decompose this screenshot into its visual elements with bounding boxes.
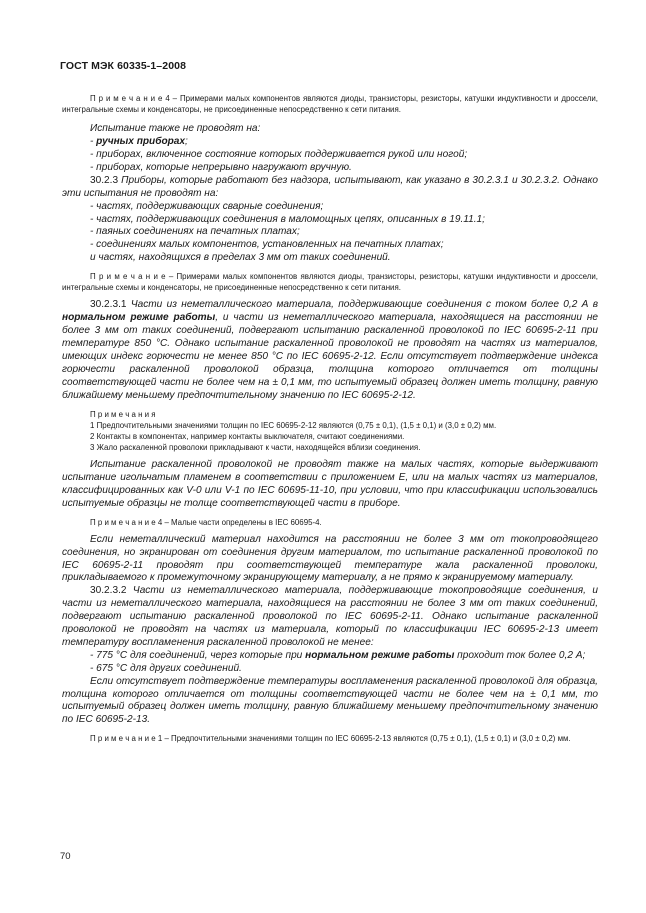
list-item-hand-appliances: - ручных приборах; xyxy=(90,136,188,148)
paragraph-needle-flame: Испытание раскаленной проволокой не проводят также на малых частях, которые выдерживают испытание игольчатым пламенем в соответствии с приложением Е, или на малых частях из материалов, классифицированных как V-0 или V-1 по IEC 60695-11-10, при условии, что при классификации использовались испытуемые образцы не толще соответствующей части в приборе. xyxy=(62,458,598,509)
list-item-loaded-by-hand: - приборах, которые непрерывно нагружают вручную. xyxy=(90,161,352,173)
list-item-held-on: - приборах, включенное состояние которых поддерживается рукой или ногой; xyxy=(90,149,468,160)
page-number: 70 xyxy=(60,851,71,862)
notes-heading: П р и м е ч а н и я xyxy=(90,409,156,419)
page-body xyxy=(62,93,598,744)
paragraph-ignition-thickness: Если отсутствует подтверждение температуры воспламенения раскаленной проволокой для образца, толщина которого отличается от толщины соответствующей части не более чем на ± 0,1 мм, то испытуемый образец должен иметь толщину, равную ближайшему меньшему предпочтительному значению по IEC 60695-2-13. xyxy=(62,675,598,726)
term-hand-appliances: ручных приборах xyxy=(96,136,186,148)
note-thickness-values xyxy=(62,733,598,744)
note-item: 1 Предпочтительными значениями толщин по IEC 60695-2-12 являются (0,75 ± 0,1), (1,5 ± 0,1) и (3,0 ± 0,2) мм. xyxy=(90,420,497,430)
standard-title: ГОСТ МЭК 60335-1–2008 xyxy=(60,60,187,72)
clause-30-2-3-2: 30.2.3.2 Части из неметаллического материала, поддерживающие токопроводящие соединения, и части из неметаллического материала, находящиеся на расстоянии не более 3 мм от таких соединений, подвергают испытанию раскаленной проволокой по IEC 60695-2-11. Однако испытание раскаленной проволокой не проводят на частях из материала, который по классификации IEC 60695-2-13 имеет температуру воспламенения раскаленной проволокой не менее: xyxy=(62,585,598,648)
term-normal-operation: нормальном режиме работы xyxy=(305,649,455,661)
list-item: и частях, находящихся в пределах 3 мм от таких соединений. xyxy=(90,252,391,264)
note-text: – Примерами малых компонентов являются диоды, транзисторы, резисторы, катушки индуктивности и дроссели, интегральные схемы и конденсаторы, не присоединенные непосредственно к сети питания. xyxy=(62,272,598,293)
list-item-775: - 775 °С для соединений, через которые при нормальном режиме работы проходит ток более 0,2 А; xyxy=(90,649,586,661)
note-small-parts xyxy=(62,517,598,528)
note-text: – Предпочтительными значениями толщин по IEC 60695-2-13 являются (0,75 ± 0,1), (1,5 ± 0,1) и (3,0 ± 0,2) мм. xyxy=(162,734,571,744)
clause-30-2-3-1: 30.2.3.1 Части из неметаллического материала, поддерживающие соединения с током более 0,2 А в нормальном режиме работы, и части из неметаллического материала, находящиеся на расстоянии не более 3 мм от таких соединений, подвергают испытанию раскаленной проволокой по IEC 60695-2-11 при температуре 850 °С. Однако испытание раскаленной проволокой не проводят на частях из материалов, имеющих индекс горючести не менее 850 °С по IEC 60695-2-12. Если отсутствует подтверждение индекса горючести раскаленной проволокой образца, толщина которого отличается от толщины соответствующей части не более чем на ± 0,1 мм, то испытуемый образец должен иметь толщину, равную ближайшему меньшему предпочтительному значению по IEC 60695-2-12. xyxy=(62,299,598,401)
note-label: П р и м е ч а н и е 4 xyxy=(90,517,163,527)
clause-number: 30.2.3.2 xyxy=(90,585,127,597)
note-label: П р и м е ч а н и е 4 xyxy=(90,94,170,103)
list-item: - частях, поддерживающих соединения в маломощных цепях, описанных в 19.11.1; xyxy=(90,213,485,225)
list-item: - соединениях малых компонентов, установленных на печатных платах; xyxy=(90,239,444,251)
list-item: - паяных соединениях на печатных платах; xyxy=(90,226,300,238)
list-item-675: - 675 °С для других соединений. xyxy=(90,662,242,674)
note-text: – Примерами малых компонентов являются диоды, транзисторы, резисторы, катушки индуктивности и дроссели, интегральные схемы и конденсаторы, не присоединенные непосредственно к сети питания. xyxy=(62,94,598,115)
term-normal-operation: нормальном режиме работы xyxy=(62,312,216,324)
paragraph-shielded-material: Если неметаллический материал находится на расстоянии не более 3 мм от токопроводящего соединения, но экранирован от соединения другим материалом, то испытание раскаленной проволокой по IEC 60695-2-11 проводят при соответствующей температуре жала раскаленной проволоки, прикладываемого к промежуточному экранирующему материалу, а не прямо к экранируемому материалу. xyxy=(62,533,598,584)
clause-number: 30.2.3.1 xyxy=(90,299,127,311)
note-item: 2 Контакты в компонентах, например контакты выключателя, считают соединениями. xyxy=(90,431,405,441)
list-item: - частях, поддерживающих сварные соединения; xyxy=(90,200,324,212)
note-label: П р и м е ч а н и е xyxy=(90,272,166,282)
clause-30-2-3: 30.2.3 Приборы, которые работают без надзора, испытывают, как указано в 30.2.3.1 и 30.2.3.2. Однако эти испытания не проводят на: xyxy=(62,174,598,199)
note-small-components-2 xyxy=(62,271,598,293)
note-small-components xyxy=(62,93,598,115)
note-text: – Малые части определены в IEC 60695-4. xyxy=(162,517,322,527)
paragraph-test-not-for: Испытание также не проводят на: xyxy=(90,123,261,135)
note-label: П р и м е ч а н и е 1 xyxy=(90,734,163,744)
note-item: 3 Жало раскаленной проволоки прикладывают к части, находящейся вблизи соединения. xyxy=(90,442,421,452)
clause-number: 30.2.3 xyxy=(90,174,119,186)
